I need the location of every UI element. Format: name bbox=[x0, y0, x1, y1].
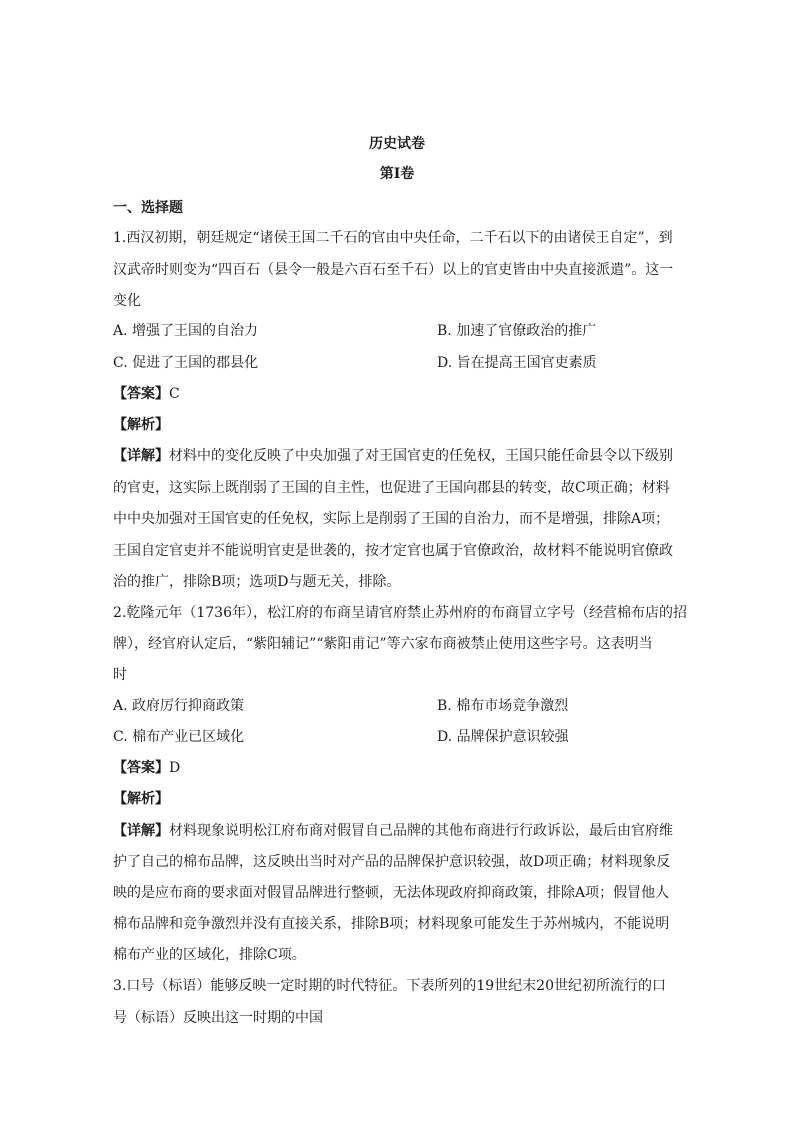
q2-detail-label: 【详解】 bbox=[113, 823, 169, 839]
q3-stem-line-2: 号（标语）反映出这一时期的中国 bbox=[113, 1010, 323, 1026]
q1-detail-line-4: 王国自定官吏并不能说明官吏是世袭的，按才定官也属于官僚政治，故材料不能说明官僚政 bbox=[113, 543, 673, 559]
q2-option-b: B. 棉布市场竞争激烈 bbox=[437, 698, 569, 714]
q1-option-b: B. 加速了官僚政治的推广 bbox=[437, 323, 597, 339]
q1-detail-line-1 bbox=[113, 447, 673, 465]
q1-option-d: D. 旨在提高王国官吏素质 bbox=[437, 355, 597, 371]
q1-detail-text-1: 材料中的变化反映了中央加强了对王国官吏的任免权，王国只能任命县令以下级别 bbox=[169, 448, 673, 464]
section-heading: 一、选择题 bbox=[113, 200, 183, 216]
q1-detail-label: 【详解】 bbox=[113, 448, 169, 464]
q2-stem-line-2: 牌），经官府认定后，“紫阳辅记”“紫阳甫记”等六家布商被禁止使用这些字号。这表明当 bbox=[113, 636, 653, 652]
page-title: 历史试卷 bbox=[369, 136, 425, 152]
q3-stem-line-1: 3.口号（标语）能够反映一定时期的时代特征。下表所列的19世纪末20世纪初所流行的口 bbox=[113, 978, 666, 994]
q1-analysis-label: 【解析】 bbox=[113, 417, 169, 433]
q2-answer bbox=[113, 759, 180, 777]
q1-option-c: C. 促进了王国的郡县化 bbox=[113, 355, 259, 371]
q2-detail-line-2: 护了自己的棉布品牌，这反映出当时对产品的品牌保护意识较强，故D项正确；材料现象反 bbox=[113, 854, 671, 870]
q2-detail-line-5: 棉布产业的区域化，排除C项。 bbox=[113, 947, 306, 963]
q1-answer bbox=[113, 385, 180, 403]
q2-option-a: A. 政府厉行抑商政策 bbox=[113, 698, 245, 714]
q1-detail-line-3: 中中央加强对王国官吏的任免权，实际上是削弱了王国的自治力，而不是增强，排除A项； bbox=[113, 511, 670, 527]
q2-stem-line-1: 2.乾隆元年（1736年），松江府的布商呈请官府禁止苏州府的布商冒立字号（经营棉布店的招 bbox=[113, 605, 687, 621]
q2-option-d: D. 品牌保护意识较强 bbox=[437, 729, 569, 745]
q2-answer-value: D bbox=[169, 760, 181, 776]
q1-detail-line-5: 治的推广，排除B项；选项D与题无关，排除。 bbox=[113, 574, 401, 590]
q2-detail-line-3: 映的是应布商的要求面对假冒品牌进行整顿，无法体现政府抑商政策，排除A项；假冒他人 bbox=[113, 885, 670, 901]
q2-stem-line-3: 时 bbox=[113, 667, 127, 683]
q1-stem-line-3: 变化 bbox=[113, 293, 141, 309]
volume-title: 第Ⅰ卷 bbox=[379, 166, 415, 182]
q2-detail-line-4: 棉布品牌和竞争激烈并没有直接关系，排除B项；材料现象可能发生于苏州城内，不能说明 bbox=[113, 916, 670, 932]
q1-answer-value: C bbox=[169, 386, 180, 402]
q2-detail-line-1 bbox=[113, 822, 673, 840]
q2-analysis-label: 【解析】 bbox=[113, 791, 169, 807]
q2-option-c: C. 棉布产业已区域化 bbox=[113, 729, 245, 745]
q1-stem-line-1: 1.西汉初期，朝廷规定“诸侯王国二千石的官由中央任命，二千石以下的由诸侯王自定”，到 bbox=[113, 230, 673, 246]
q1-option-a: A. 增强了王国的自治力 bbox=[113, 323, 259, 339]
q1-detail-line-2: 的官吏，这实际上既削弱了王国的自主性，也促进了王国向郡县的转变，故C项正确；材料 bbox=[113, 480, 670, 496]
q1-answer-label: 【答案】 bbox=[113, 386, 169, 402]
q1-stem-line-2: 汉武帝时则变为“四百石（县令一般是六百石至千石）以上的官吏皆由中央直接派遣”。这一 bbox=[113, 262, 674, 278]
q2-detail-text-1: 材料现象说明松江府布商对假冒自己品牌的其他布商进行行政诉讼，最后由官府维 bbox=[169, 823, 673, 839]
q2-answer-label: 【答案】 bbox=[113, 760, 169, 776]
